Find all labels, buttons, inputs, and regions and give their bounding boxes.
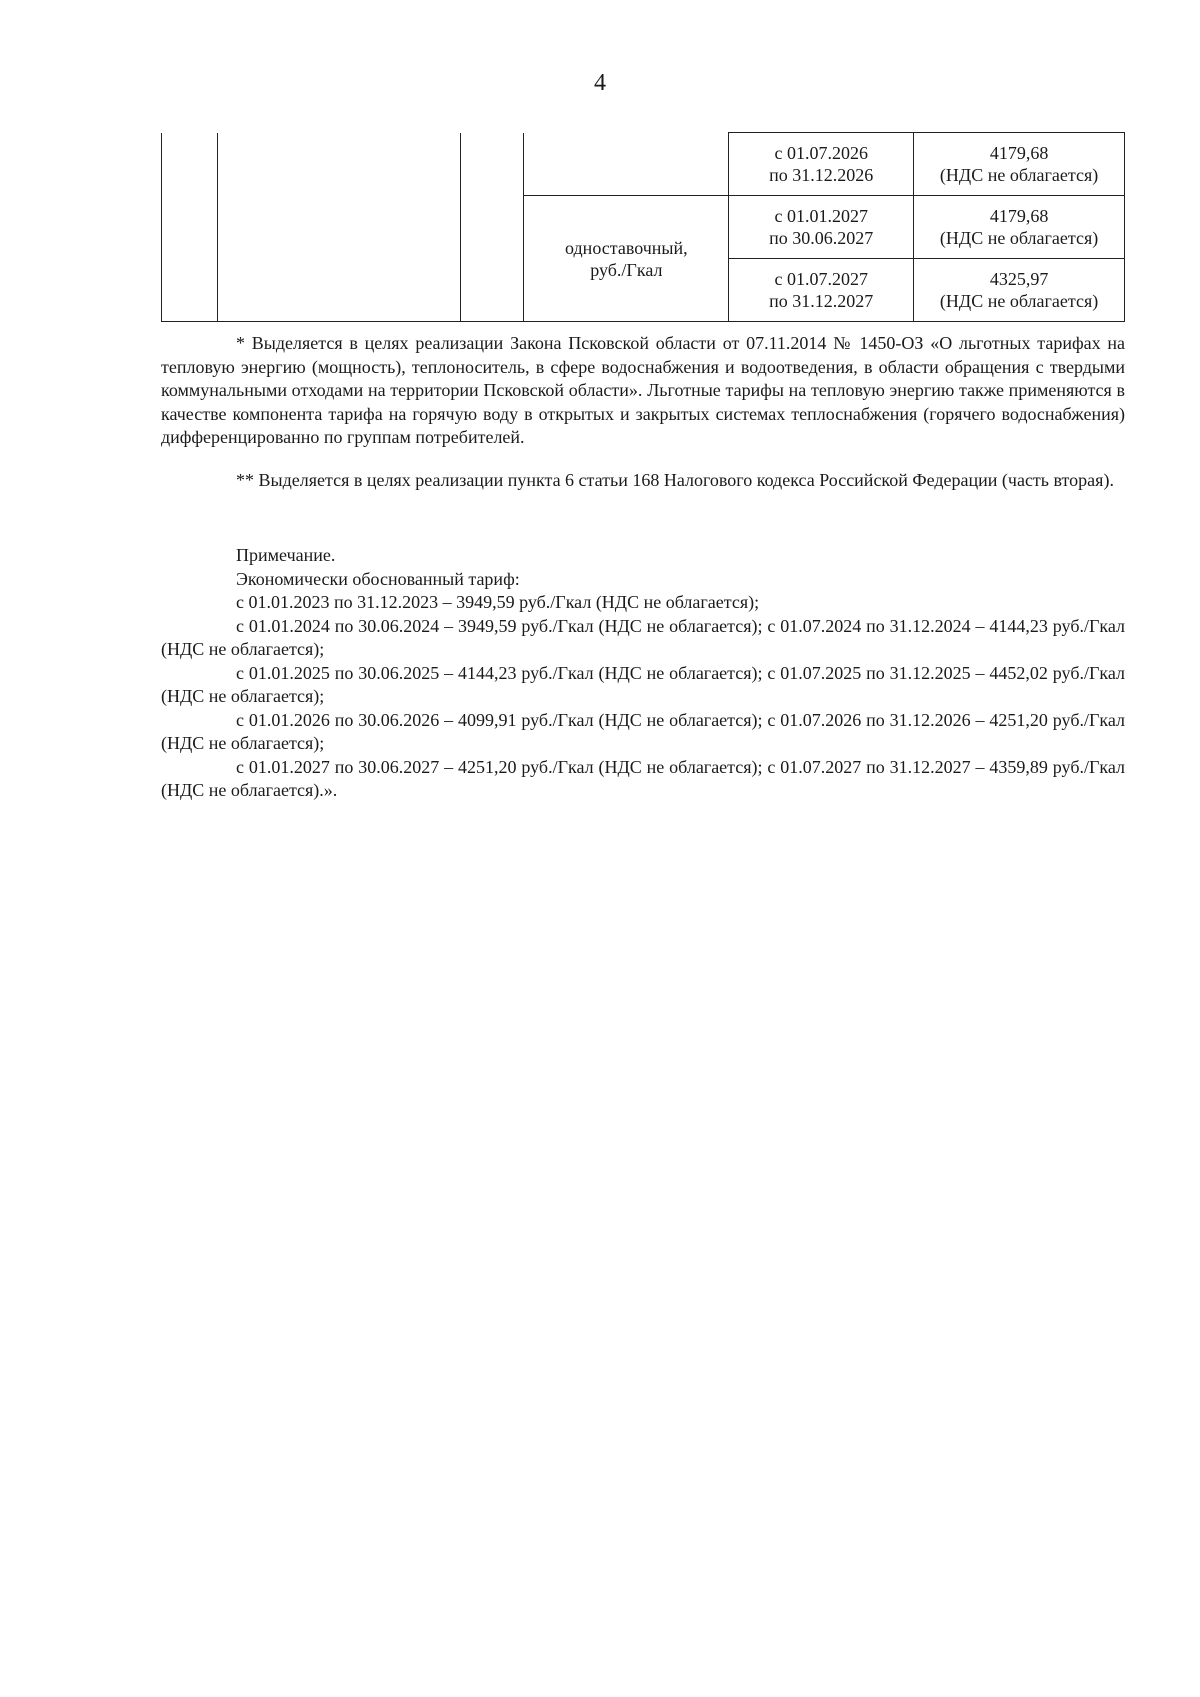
page-number: 4 bbox=[594, 70, 606, 96]
note-subheading: Экономически обоснованный тариф: bbox=[236, 568, 520, 589]
period-end: по 31.12.2026 bbox=[769, 165, 874, 185]
period-start: с 01.07.2026 bbox=[774, 143, 868, 163]
note-heading: Примечание. bbox=[236, 545, 336, 565]
table-row bbox=[162, 133, 1125, 196]
footnote-single-asterisk: * Выделяется в целях реализации Закона Псковской области от 07.11.2014 № 1450-ОЗ «О льготных тарифах на тепловую энергию (мощность), теплоноситель, в сфере водоснабжения и водоотведения, в области обращения с твердыми коммунальными отходами на территории Псковской области». Льготные тарифы на тепловую энергию также применяются в качестве компонента тарифа на горячую воду в открытых и закрытых системах теплоснабжения (горячего водоснабжения) дифференцированно по группам потребителей. bbox=[161, 333, 1125, 447]
note-line: с 01.01.2024 по 30.06.2024 – 3949,59 руб./Гкал (НДС не облагается); с 01.07.2024 по 31.12.2024 – 4144,23 руб./Гкал (НДС не облагается); bbox=[161, 615, 1125, 659]
note-section bbox=[161, 544, 1125, 803]
tariff-value: 4325,97 bbox=[989, 269, 1049, 289]
period-end: по 31.12.2027 bbox=[769, 291, 874, 311]
period-cell bbox=[729, 196, 914, 259]
footnote-double-asterisk: ** Выделяется в целях реализации пункта 6 статьи 168 Налогового кодекса Российской Федерации (часть вторая). bbox=[236, 469, 1114, 490]
note-line: с 01.01.2026 по 30.06.2026 – 4099,91 руб./Гкал (НДС не облагается); с 01.07.2026 по 31.12.2026 – 4251,20 руб./Гкал (НДС не облагается); bbox=[161, 709, 1125, 753]
period-cell bbox=[729, 259, 914, 322]
footnotes bbox=[161, 332, 1125, 492]
note-line: с 01.01.2027 по 30.06.2027 – 4251,20 руб./Гкал (НДС не облагается); с 01.07.2027 по 31.12.2027 – 4359,89 руб./Гкал (НДС не облагается).». bbox=[161, 756, 1125, 800]
period-end: по 30.06.2027 bbox=[769, 228, 874, 248]
rate-type-cell bbox=[524, 196, 729, 322]
table-cell-empty bbox=[162, 133, 218, 322]
vat-note: (НДС не облагается) bbox=[939, 291, 1099, 311]
rate-unit-label: руб./Гкал bbox=[590, 259, 663, 280]
tariff-table bbox=[161, 132, 1125, 322]
period-start: с 01.01.2027 bbox=[774, 206, 868, 226]
tariff-value-cell bbox=[914, 196, 1125, 259]
period-cell bbox=[729, 133, 914, 196]
tariff-value-cell bbox=[914, 133, 1125, 196]
note-line: с 01.01.2023 по 31.12.2023 – 3949,59 руб./Гкал (НДС не облагается); bbox=[236, 592, 760, 612]
period-start: с 01.07.2027 bbox=[774, 269, 868, 289]
tariff-value-cell bbox=[914, 259, 1125, 322]
table-cell-empty bbox=[460, 133, 524, 322]
rate-type-label: одноставочный, bbox=[565, 237, 688, 258]
tariff-value: 4179,68 bbox=[989, 206, 1049, 226]
table-cell-empty bbox=[524, 133, 729, 196]
tariff-value: 4179,68 bbox=[989, 143, 1049, 163]
table-cell-empty bbox=[217, 133, 460, 322]
vat-note: (НДС не облагается) bbox=[939, 228, 1099, 248]
note-line: с 01.01.2025 по 30.06.2025 – 4144,23 руб./Гкал (НДС не облагается); с 01.07.2025 по 31.12.2025 – 4452,02 руб./Гкал (НДС не облагается); bbox=[161, 662, 1125, 706]
vat-note: (НДС не облагается) bbox=[939, 165, 1099, 185]
